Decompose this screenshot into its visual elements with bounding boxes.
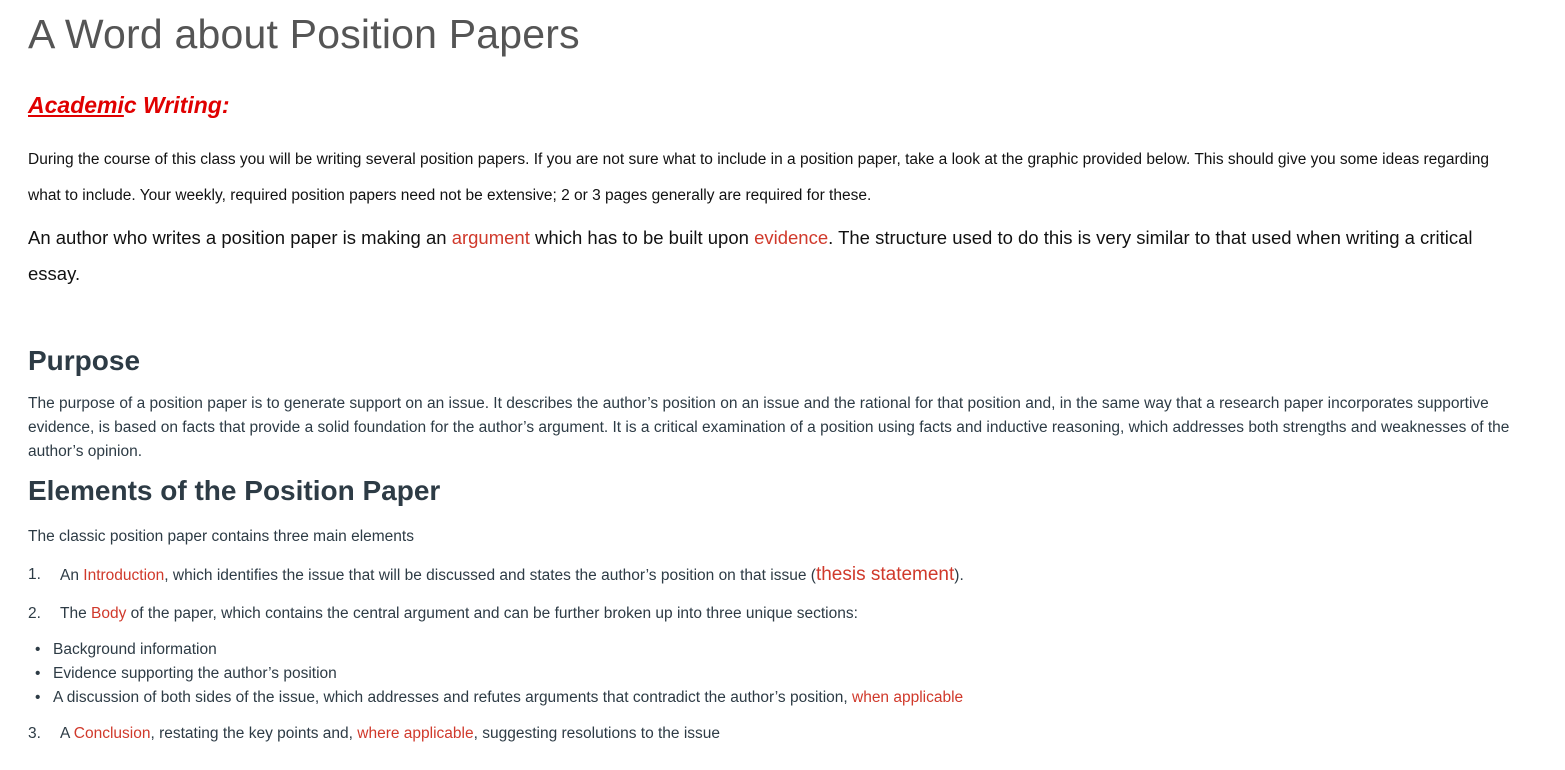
item1-text-b: , which identifies the issue that will be discussed and states the author’s position on that issue ( [164,567,816,584]
bullet-dot-icon: • [35,665,41,682]
subheading-rest: c Writing: [123,92,230,118]
bullet-item [35,686,1537,710]
list-number: 1. [28,566,41,583]
item3-text-b: , restating the key points and, [150,725,358,742]
introduction-highlight: Introduction [83,567,165,584]
purpose-heading: Purpose [28,345,141,376]
list-item-body [28,602,1537,626]
where-applicable-highlight: where applicable [357,725,474,742]
item2-text-b: of the paper, which contains the central argument and can be further broken up into three unique sections: [126,605,858,622]
argument-paragraph [28,220,1518,292]
page-title: A Word about Position Papers [28,11,580,57]
argument-highlight: argument [451,227,530,248]
argument-text-c: . The structure used to do this is very similar to that used when writing a critical essay. [28,227,1473,284]
item1-text-c: ). [954,567,964,584]
thesis-statement-highlight: thesis statement [815,564,955,585]
item2-text-a: The [60,605,92,622]
bullet-dot-icon: • [35,689,41,706]
conclusion-highlight: Conclusion [73,725,151,742]
classic-elements-text: The classic position paper contains three main elements [28,528,414,545]
intro-paragraph: During the course of this class you will be writing several position papers. If you are not sure what to include in a position paper, take a look at the graphic provided below. This should give you some ideas regarding what to include. Your weekly, required position papers need not be extensive; 2 or 3 pages generally are required for these. [28,151,1489,204]
item3-text-a: A [60,725,74,742]
list-item-text [60,722,720,746]
body-sections-list [28,638,1537,710]
argument-text-b: which has to be built upon [529,227,755,248]
elements-heading: Elements of the Position Paper [28,475,441,506]
list-item-conclusion [28,722,1537,746]
bullet-text: A discussion of both sides of the issue, which addresses and refutes arguments that contradict the author’s position, [53,689,852,706]
argument-text-a: An author who writes a position paper is making an [28,227,452,248]
bullet-item [35,662,1537,686]
evidence-highlight: evidence [754,227,829,248]
body-highlight: Body [91,605,127,622]
list-item-text [60,602,858,626]
bullet-dot-icon: • [35,641,41,658]
list-number: 3. [28,725,41,742]
subheading-underlined: Academi [28,92,124,118]
item3-text-c: , suggesting resolutions to the issue [473,725,721,742]
list-item-text [60,563,964,588]
bullet-text: Background information [53,641,217,658]
when-applicable-highlight: when applicable [852,689,964,706]
item1-text-a: An [60,567,84,584]
bullet-text: Evidence supporting the author’s position [53,665,337,682]
purpose-paragraph: The purpose of a position paper is to generate support on an issue. It describes the author’s position on an issue and the rational for that position and, in the same way that a research paper incorporates supportive evidence, is based on facts that provide a solid foundation for the author’s argument. It is a critical examination of a position using facts and inductive reasoning, which addresses both strengths and weaknesses of the author’s opinion. [28,395,1510,460]
list-number: 2. [28,605,41,622]
academic-writing-subheading [28,92,1537,118]
bullet-item [35,638,1537,662]
list-item-introduction [28,563,1537,588]
